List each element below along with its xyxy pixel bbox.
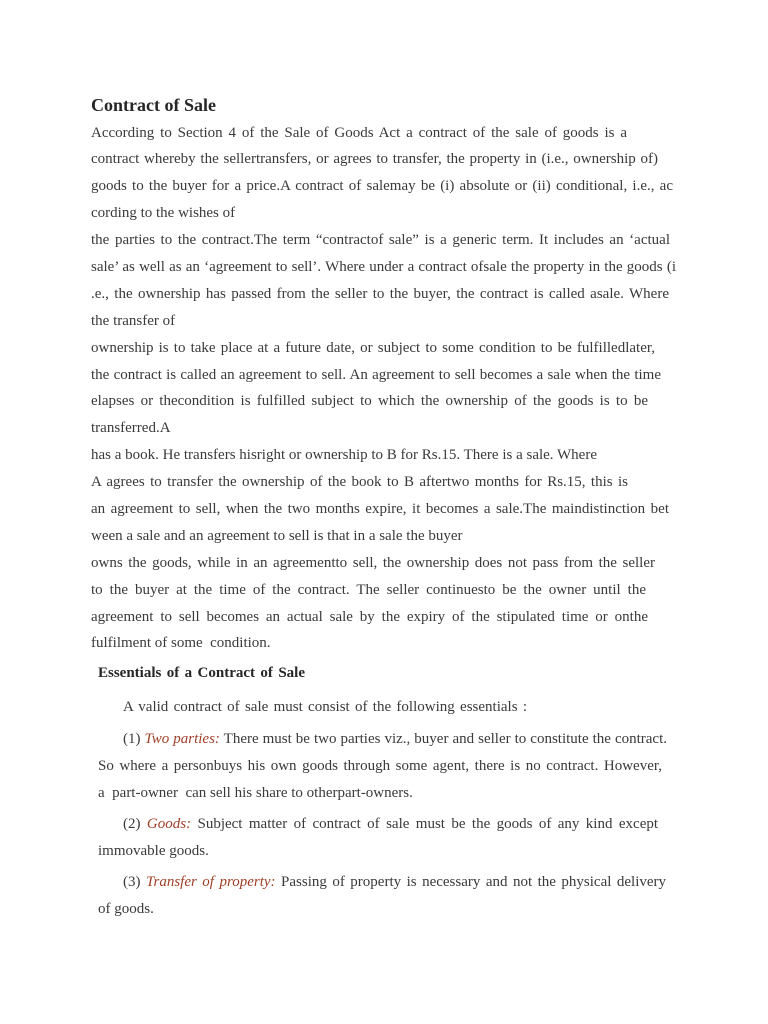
paragraph-line: fulfilment of some condition. bbox=[91, 635, 271, 652]
paragraph-line: to the buyer at the time of the contract. The seller continuesto be the owner until the bbox=[91, 581, 646, 598]
item-term: Two parties: bbox=[144, 730, 220, 747]
essentials-intro: A valid contract of sale must consist of the following essentials : bbox=[123, 698, 527, 715]
item-term: Goods: bbox=[146, 815, 192, 832]
item-text: Subject matter of contract of sale must be the goods of any kind except bbox=[197, 815, 659, 832]
paragraph-line: elapses or thecondition is fulfilled subject to which the ownership of the goods is to be bbox=[91, 393, 648, 410]
paragraph-line: the parties to the contract.The term “contractof sale” is a generic term. It includes an ‘actual bbox=[91, 232, 670, 249]
paragraph-line: an agreement to sell, when the two months expire, it becomes a sale.The maindistinction bet bbox=[91, 500, 669, 517]
paragraph-line: the contract is called an agreement to sell. An agreement to sell becomes a sale when the time bbox=[91, 366, 661, 383]
item-first-line bbox=[123, 726, 667, 753]
paragraph-line: A agrees to transfer the ownership of the book to B aftertwo months for Rs.15, this is bbox=[91, 474, 628, 491]
item-first-line bbox=[123, 811, 658, 838]
paragraph-line: cording to the wishes of bbox=[91, 205, 236, 222]
essentials-item bbox=[98, 811, 658, 865]
paragraph-line: ween a sale and an agreement to sell is that in a sale the buyer bbox=[91, 527, 463, 544]
document-title: Contract of Sale bbox=[91, 95, 216, 115]
item-first-line bbox=[123, 869, 666, 896]
paragraph-line: the transfer of bbox=[91, 312, 176, 329]
paragraph-line: sale’ as well as an ‘agreement to sell’. Where under a contract ofsale the property in the goods (i bbox=[91, 258, 676, 275]
essentials-heading: Essentials of a Contract of Sale bbox=[98, 664, 305, 681]
item-text-line: a part-owner can sell his share to otherpart-owners. bbox=[98, 784, 413, 801]
paragraph-line: transferred.A bbox=[91, 420, 171, 437]
paragraph-line: .e., the ownership has passed from the seller to the buyer, the contract is called asale. Where bbox=[91, 285, 669, 302]
paragraph-line: owns the goods, while in an agreementto sell, the ownership does not pass from the seller bbox=[91, 554, 655, 571]
paragraph-line: According to Section 4 of the Sale of Goods Act a contract of the sale of goods is a bbox=[91, 124, 627, 141]
intro-paragraph bbox=[91, 120, 676, 658]
item-term: Transfer of property: bbox=[145, 873, 276, 890]
item-number: (2) bbox=[123, 815, 141, 832]
item-text-line: immovable goods. bbox=[98, 842, 209, 859]
paragraph-line: goods to the buyer for a price.A contract of salemay be (i) absolute or (ii) conditional, i.e., ac bbox=[91, 178, 673, 195]
essentials-item bbox=[98, 869, 666, 923]
paragraph-line: has a book. He transfers hisright or ownership to B for Rs.15. There is a sale. Where bbox=[91, 447, 597, 464]
item-text-line: So where a personbuys his own goods through some agent, there is no contract. However, bbox=[98, 757, 662, 774]
item-text: Passing of property is necessary and not the physical delivery bbox=[281, 873, 667, 890]
item-text: There must be two parties viz., buyer and seller to constitute the contract. bbox=[223, 730, 667, 747]
paragraph-line: ownership is to take place at a future date, or subject to some condition to be fulfilledlater, bbox=[91, 339, 655, 356]
item-number: (1) bbox=[123, 730, 141, 747]
item-text-line: of goods. bbox=[98, 900, 154, 917]
essentials-item bbox=[98, 726, 667, 807]
paragraph-line: agreement to sell becomes an actual sale by the expiry of the stipulated time or onthe bbox=[91, 608, 648, 625]
paragraph-line: contract whereby the sellertransfers, or agrees to transfer, the property in (i.e., ownership of) bbox=[91, 151, 658, 168]
item-number: (3) bbox=[123, 873, 141, 890]
